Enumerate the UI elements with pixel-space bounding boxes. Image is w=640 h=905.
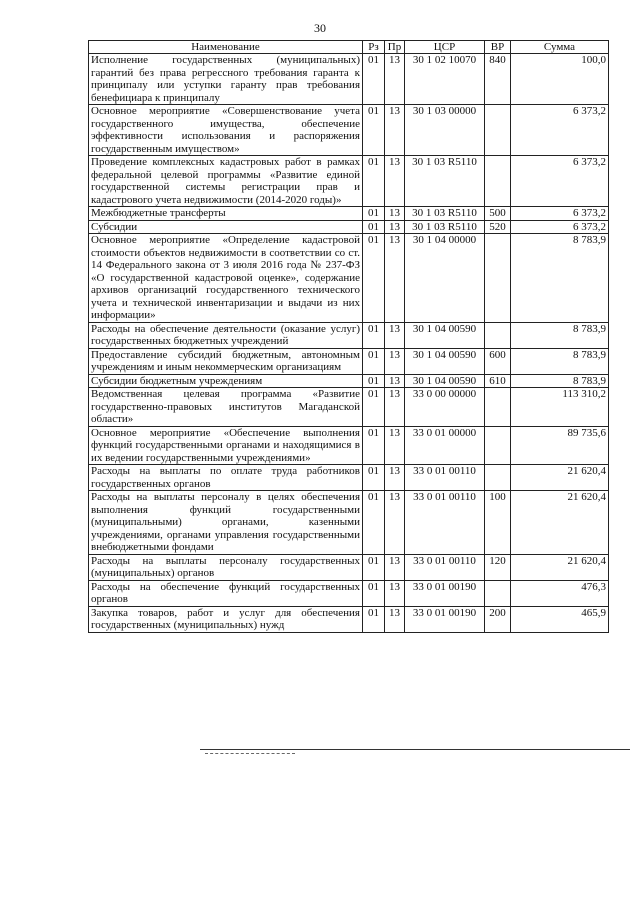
row-rz-cell: 01	[363, 388, 385, 427]
row-name-cell: Закупка товаров, работ и услуг для обеспечения государственных (муниципальных) нужд	[89, 606, 363, 632]
row-sum-cell: 89 735,6	[511, 426, 609, 465]
row-sum-cell: 6 373,2	[511, 220, 609, 234]
table-row	[89, 348, 609, 374]
table-row	[89, 426, 609, 465]
row-pr-cell: 13	[385, 220, 405, 234]
row-vr-cell	[485, 156, 511, 207]
row-sum-cell: 113 310,2	[511, 388, 609, 427]
table-row	[89, 220, 609, 234]
table-row	[89, 156, 609, 207]
row-vr-cell	[485, 105, 511, 156]
row-rz-cell: 01	[363, 105, 385, 156]
row-name-cell: Ведомственная целевая программа «Развитие государственно-правовых институтов Магаданской области»	[89, 388, 363, 427]
row-csr-cell: 33 0 01 00110	[405, 465, 485, 491]
column-header-name: Наименование	[89, 41, 363, 54]
row-vr-cell	[485, 322, 511, 348]
row-name-cell: Основное мероприятие «Совершенствование учета государственного имущества, обеспечение эффективности использования и распоряжения государственным имуществом»	[89, 105, 363, 156]
row-sum-cell: 100,0	[511, 54, 609, 105]
row-vr-cell: 610	[485, 374, 511, 388]
row-sum-cell: 8 783,9	[511, 322, 609, 348]
row-rz-cell: 01	[363, 207, 385, 221]
row-pr-cell: 13	[385, 54, 405, 105]
row-csr-cell: 30 1 03 R5110	[405, 220, 485, 234]
row-name-cell: Расходы на выплаты по оплате труда работников государственных органов	[89, 465, 363, 491]
row-pr-cell: 13	[385, 388, 405, 427]
page-number: 30	[314, 21, 326, 35]
row-vr-cell: 500	[485, 207, 511, 221]
row-pr-cell: 13	[385, 554, 405, 580]
row-name-cell: Основное мероприятие «Обеспечение выполнения функций государственными органами и находящимися в их ведении государственными учреждениями»	[89, 426, 363, 465]
row-vr-cell	[485, 234, 511, 323]
row-rz-cell: 01	[363, 374, 385, 388]
table-row	[89, 322, 609, 348]
row-pr-cell: 13	[385, 348, 405, 374]
row-vr-cell	[485, 388, 511, 427]
row-name-cell: Расходы на обеспечение функций государственных органов	[89, 580, 363, 606]
table-row	[89, 606, 609, 632]
row-csr-cell: 30 1 04 00000	[405, 234, 485, 323]
table-row	[89, 105, 609, 156]
row-vr-cell	[485, 426, 511, 465]
table-row	[89, 554, 609, 580]
row-name-cell: Расходы на выплаты персоналу в целях обеспечения выполнения функций государственными (муниципальными) органами, казенными учреждениями, органами управления государственными внебюджетными фондами	[89, 491, 363, 555]
row-sum-cell: 8 783,9	[511, 374, 609, 388]
row-name-cell: Основное мероприятие «Определение кадастровой стоимости объектов недвижимости в соответствии со ст. 14 Федерального закона от 3 июля 2016 года № 237-ФЗ «О государственной кадастровой оценке», содержание архивов организаций государственного технического учета и технической инвентаризации и выдачи из них информации»	[89, 234, 363, 323]
table-header-row	[89, 41, 609, 54]
row-vr-cell: 120	[485, 554, 511, 580]
row-pr-cell: 13	[385, 465, 405, 491]
table-row	[89, 207, 609, 221]
row-vr-cell: 200	[485, 606, 511, 632]
table-body	[89, 54, 609, 633]
column-header-rz: Рз	[363, 41, 385, 54]
row-name-cell: Расходы на обеспечение деятельности (оказание услуг) государственных бюджетных учреждений	[89, 322, 363, 348]
table-row	[89, 580, 609, 606]
row-vr-cell	[485, 580, 511, 606]
row-sum-cell: 6 373,2	[511, 207, 609, 221]
footer-rule	[200, 749, 630, 750]
row-rz-cell: 01	[363, 322, 385, 348]
row-sum-cell: 8 783,9	[511, 348, 609, 374]
row-csr-cell: 30 1 04 00590	[405, 322, 485, 348]
row-rz-cell: 01	[363, 426, 385, 465]
column-header-pr: Пр	[385, 41, 405, 54]
row-vr-cell: 600	[485, 348, 511, 374]
row-sum-cell: 21 620,4	[511, 554, 609, 580]
row-pr-cell: 13	[385, 156, 405, 207]
row-name-cell: Субсидии	[89, 220, 363, 234]
table-row	[89, 234, 609, 323]
row-vr-cell: 100	[485, 491, 511, 555]
row-csr-cell: 33 0 00 00000	[405, 388, 485, 427]
row-csr-cell: 33 0 01 00110	[405, 491, 485, 555]
row-vr-cell: 520	[485, 220, 511, 234]
row-csr-cell: 30 1 04 00590	[405, 374, 485, 388]
row-sum-cell: 6 373,2	[511, 156, 609, 207]
row-csr-cell: 30 1 03 00000	[405, 105, 485, 156]
column-header-csr: ЦСР	[405, 41, 485, 54]
row-pr-cell: 13	[385, 105, 405, 156]
row-rz-cell: 01	[363, 220, 385, 234]
row-name-cell: Расходы на выплаты персоналу государственных (муниципальных) органов	[89, 554, 363, 580]
row-sum-cell: 476,3	[511, 580, 609, 606]
row-rz-cell: 01	[363, 554, 385, 580]
row-pr-cell: 13	[385, 606, 405, 632]
row-sum-cell: 21 620,4	[511, 465, 609, 491]
row-csr-cell: 33 0 01 00110	[405, 554, 485, 580]
row-sum-cell: 6 373,2	[511, 105, 609, 156]
table-row	[89, 374, 609, 388]
row-pr-cell: 13	[385, 580, 405, 606]
row-vr-cell	[485, 465, 511, 491]
row-pr-cell: 13	[385, 374, 405, 388]
row-rz-cell: 01	[363, 156, 385, 207]
row-name-cell: Межбюджетные трансферты	[89, 207, 363, 221]
row-pr-cell: 13	[385, 207, 405, 221]
table-row	[89, 491, 609, 555]
row-csr-cell: 30 1 03 R5110	[405, 207, 485, 221]
row-name-cell: Исполнение государственных (муниципальных) гарантий без права регрессного требования гаранта к принципалу или уступки гаранту прав требования бенефициара к принципалу	[89, 54, 363, 105]
row-pr-cell: 13	[385, 426, 405, 465]
row-rz-cell: 01	[363, 580, 385, 606]
row-pr-cell: 13	[385, 322, 405, 348]
row-csr-cell: 33 0 01 00000	[405, 426, 485, 465]
column-header-sum: Сумма	[511, 41, 609, 54]
row-rz-cell: 01	[363, 234, 385, 323]
table-row	[89, 465, 609, 491]
column-header-vr: ВР	[485, 41, 511, 54]
row-csr-cell: 33 0 01 00190	[405, 580, 485, 606]
table-row	[89, 54, 609, 105]
footer-dashed-rule	[205, 753, 295, 754]
row-vr-cell: 840	[485, 54, 511, 105]
budget-table	[88, 40, 609, 633]
row-csr-cell: 30 1 02 10070	[405, 54, 485, 105]
row-pr-cell: 13	[385, 491, 405, 555]
table-row	[89, 388, 609, 427]
row-rz-cell: 01	[363, 54, 385, 105]
row-csr-cell: 33 0 01 00190	[405, 606, 485, 632]
row-rz-cell: 01	[363, 606, 385, 632]
row-sum-cell: 8 783,9	[511, 234, 609, 323]
row-csr-cell: 30 1 04 00590	[405, 348, 485, 374]
row-rz-cell: 01	[363, 465, 385, 491]
row-sum-cell: 21 620,4	[511, 491, 609, 555]
row-sum-cell: 465,9	[511, 606, 609, 632]
row-name-cell: Проведение комплексных кадастровых работ в рамках федеральной целевой программы «Развитие единой государственной системы регистрации прав и кадастрового учета недвижимости (2014-2020 годы)»	[89, 156, 363, 207]
row-rz-cell: 01	[363, 491, 385, 555]
row-name-cell: Предоставление субсидий бюджетным, автономным учреждениям и иным некоммерческим организациям	[89, 348, 363, 374]
row-rz-cell: 01	[363, 348, 385, 374]
row-csr-cell: 30 1 03 R5110	[405, 156, 485, 207]
row-pr-cell: 13	[385, 234, 405, 323]
row-name-cell: Субсидии бюджетным учреждениям	[89, 374, 363, 388]
